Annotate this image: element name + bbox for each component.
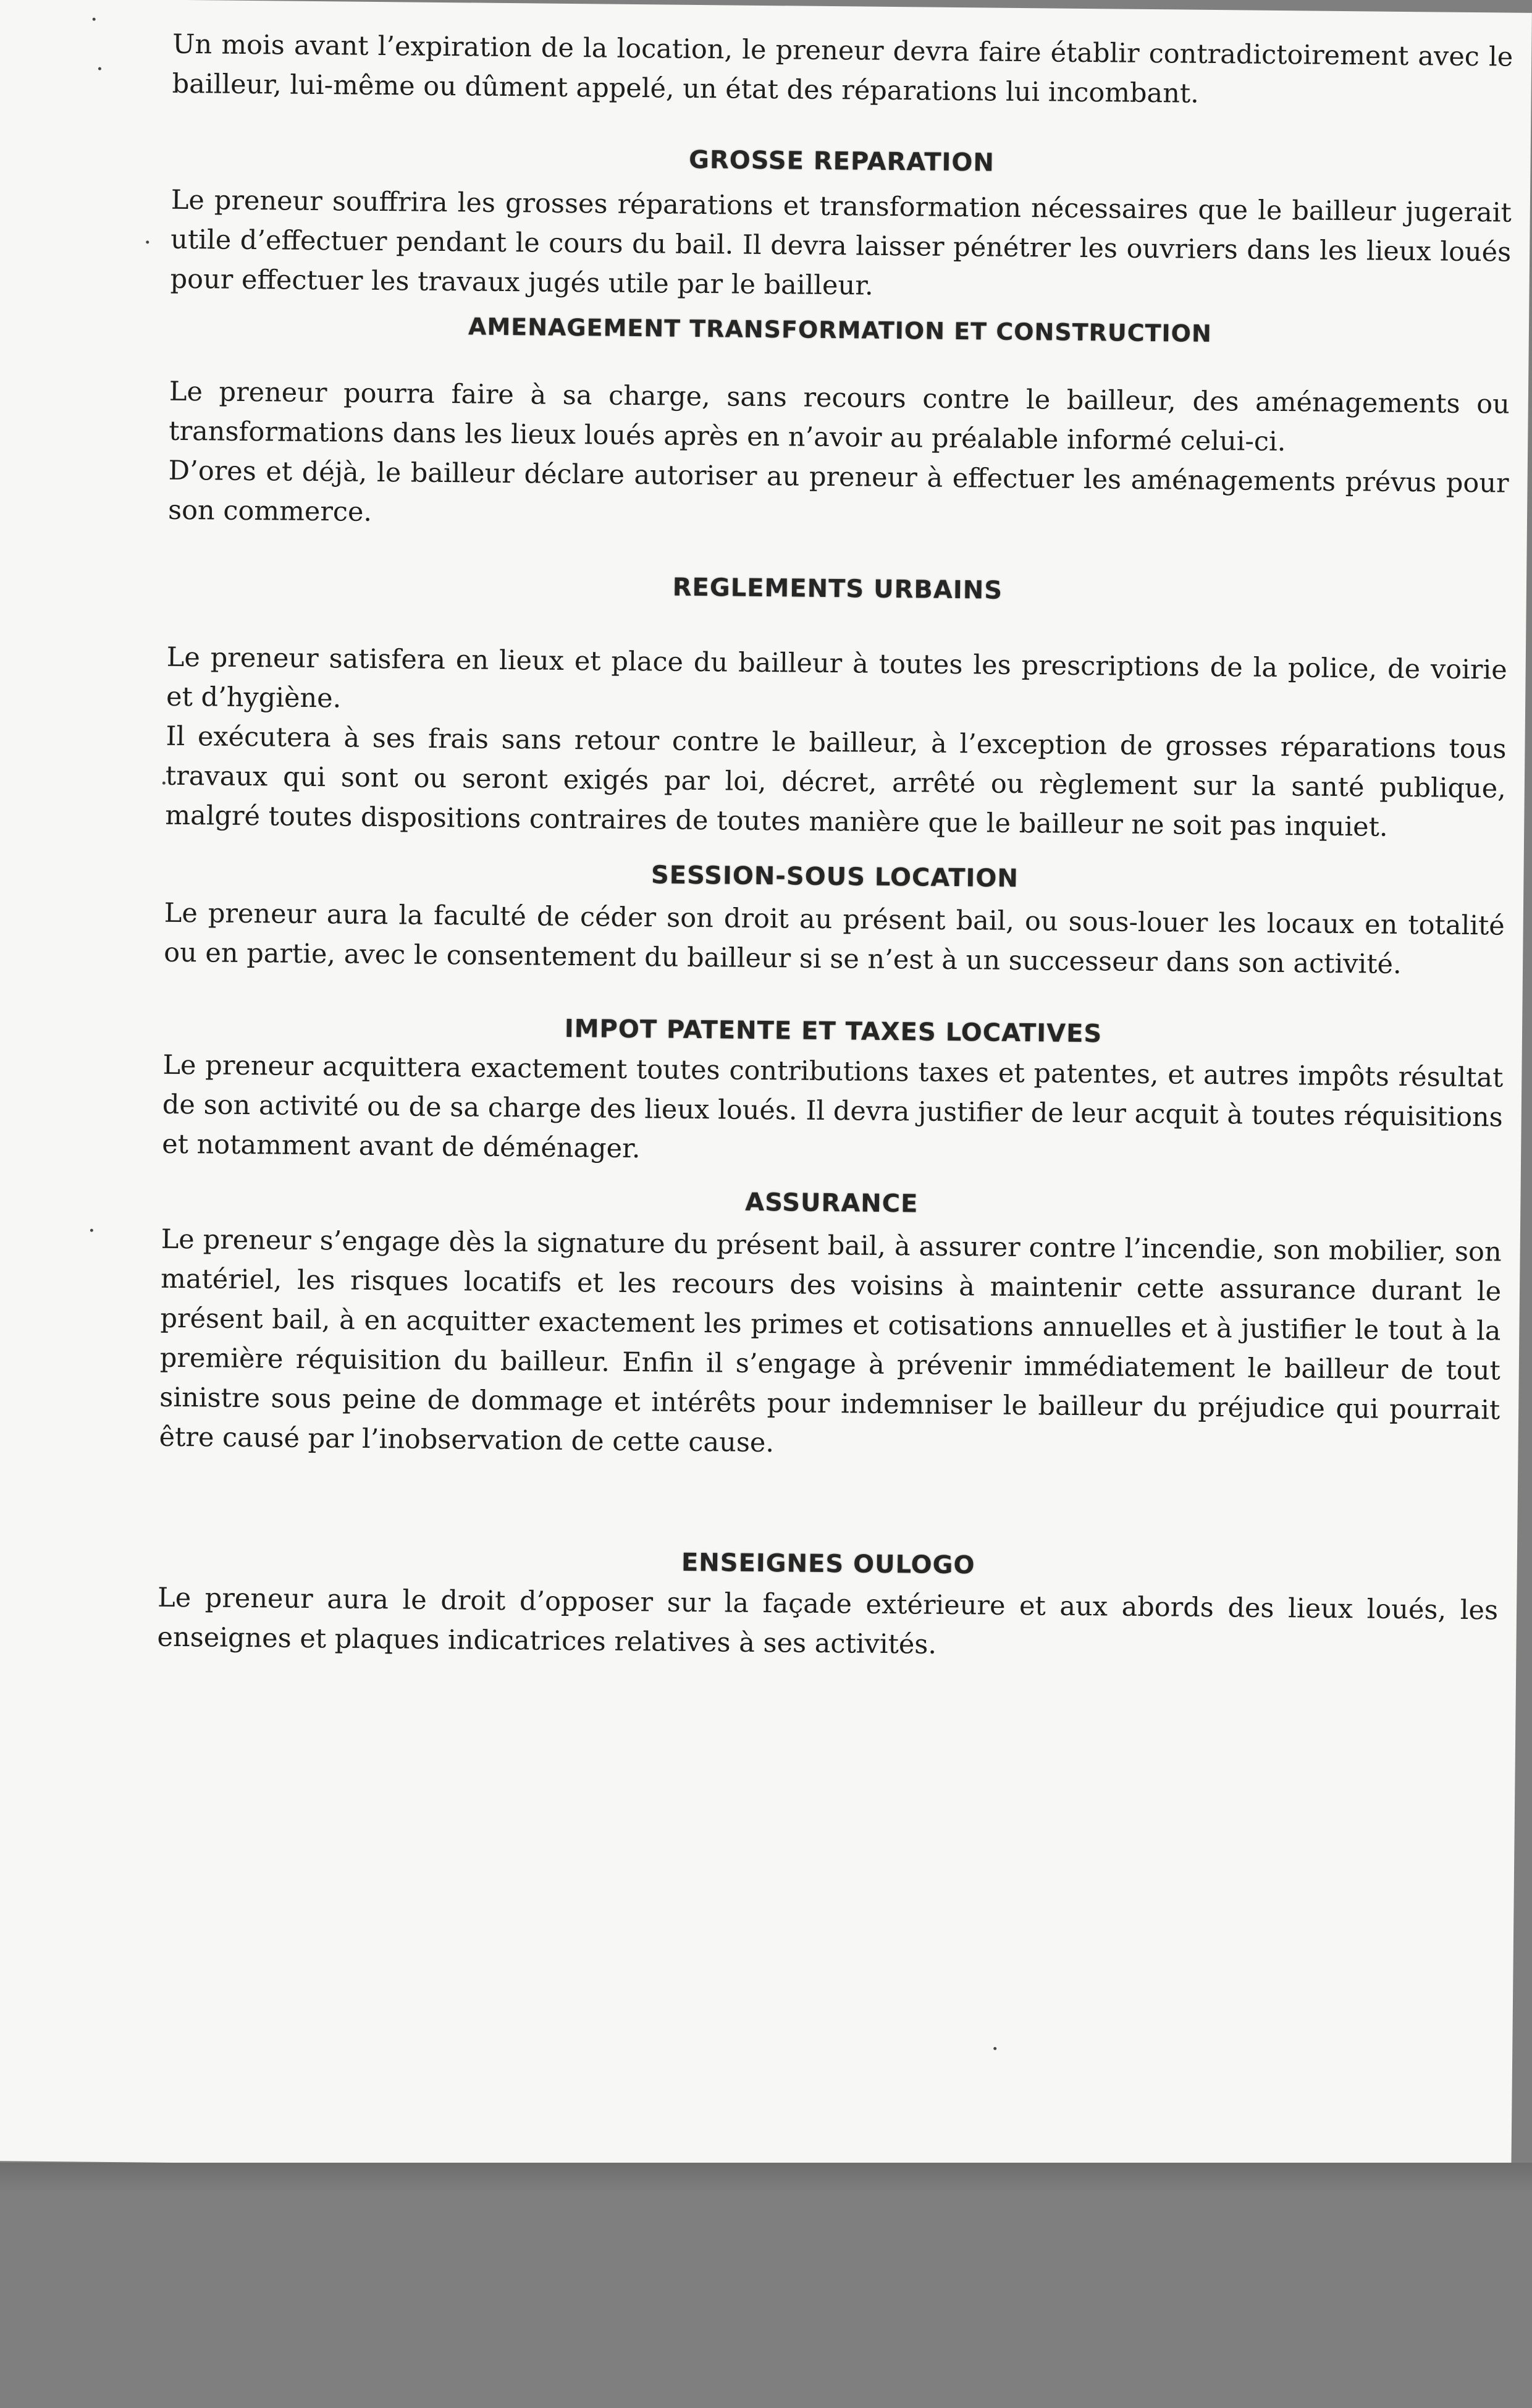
section-heading-enseignes: ENSEIGNES OULOGO (681, 1548, 975, 1580)
section-body-amenagement (168, 372, 1510, 543)
paragraph: Le preneur aura la faculté de céder son droit au présent bail, ou sous-louer les locaux en totalité ou en partie, avec le consentement du bailleur si se n’est à un successeur dans son activité. (163, 897, 1505, 980)
section-heading-impot-patente: IMPOT PATENTE ET TAXES LOCATIVES (564, 1014, 1103, 1049)
section-heading-reglements-urbains: REGLEMENTS URBAINS (672, 573, 1003, 605)
scan-speck (98, 67, 101, 70)
paragraph: Le preneur satisfera en lieux et place du bailleur à toutes les prescriptions de la police, de voirie et d’hygiène. (166, 641, 1507, 714)
scan-speck (162, 782, 166, 785)
section-body-assurance (159, 1220, 1502, 1470)
paragraph: Le preneur pourra faire à sa charge, sans recours contre le bailleur, des aménagements ou transformations dans les lieux loués après en n’avoir au préalable informé celui-ci. (169, 376, 1510, 458)
section-heading-grosse-reparation: GROSSE REPARATION (688, 145, 995, 177)
section-body-impot-patente (162, 1046, 1504, 1177)
paragraph: D’ores et déjà, le bailleur déclare autoriser au preneur à effectuer les aménagements prévus pour son commerce. (167, 455, 1509, 528)
intro-block (172, 25, 1513, 117)
section-body-session-sous-location (164, 893, 1505, 986)
scan-speck (90, 1229, 93, 1232)
paragraph: Le preneur aura le droit d’opposer sur la façade extérieure et aux abords des lieux loués, les enseignes et plaques indicatrices relatives à ses activités. (157, 1582, 1499, 1660)
scan-background-edge (0, 2163, 1532, 2194)
paragraph: Il exécutera à ses frais sans retour contre le bailleur, à l’exception de grosses réparations tous travaux qui sont ou seront exigés par loi, décret, arrêté ou règlement sur la santé publique, malgré toutes dispositions contraires de toutes manière que le bailleur ne soit pas inquiet. (165, 720, 1507, 843)
scan-speck (146, 240, 149, 243)
paragraph: Le preneur s’engage dès la signature du présent bail, à assurer contre l’incendie, son mobilier, son matériel, les risques locatifs et les recours des voisins à maintenir cette assurance durant le présent bail, à en acquitter exactement les primes et cotisations annuelles et à justifier le tout à la première réquisition du bailleur. Enfin il s’engage à prévenir immédiatement le bailleur de tout sinistre sous peine de dommage et intérêts pour indemniser le bailleur du préjudice qui pourrait être causé par l’inobservation de cette cause. (159, 1223, 1502, 1459)
paragraph: Le preneur acquittera exactement toutes contributions taxes et patentes, et autres impôts résultat de son activité ou de sa charge des lieux loués. Il devra justifier de leur acquit à toutes réquisitions et notamment avant de déménager. (161, 1049, 1504, 1165)
section-heading-amenagement: AMENAGEMENT TRANSFORMATION ET CONSTRUCTION (468, 313, 1212, 347)
section-heading-assurance: ASSURANCE (745, 1188, 919, 1219)
section-body-reglements-urbains (165, 638, 1507, 848)
section-body-grosse-reparation (170, 180, 1512, 312)
paragraph: Le preneur souffrira les grosses réparations et transformation nécessaires que le bailleur jugerait utile d’effectuer pendant le cours du bail. Il devra laisser pénétrer les ouvriers dans les lieux loués pour effectuer les travaux jugés utile par le bailleur. (170, 184, 1512, 302)
section-body-enseignes (157, 1578, 1498, 1670)
intro-paragraph: Un mois avant l’expiration de la location, le preneur devra faire établir contradictoirement avec le bailleur, lui-même ou dûment appelé, un état des réparations lui incombant. (172, 28, 1513, 109)
section-heading-session-sous-location: SESSION-SOUS LOCATION (650, 861, 1019, 893)
scan-speck (993, 2047, 996, 2050)
scan-speck (93, 18, 96, 21)
